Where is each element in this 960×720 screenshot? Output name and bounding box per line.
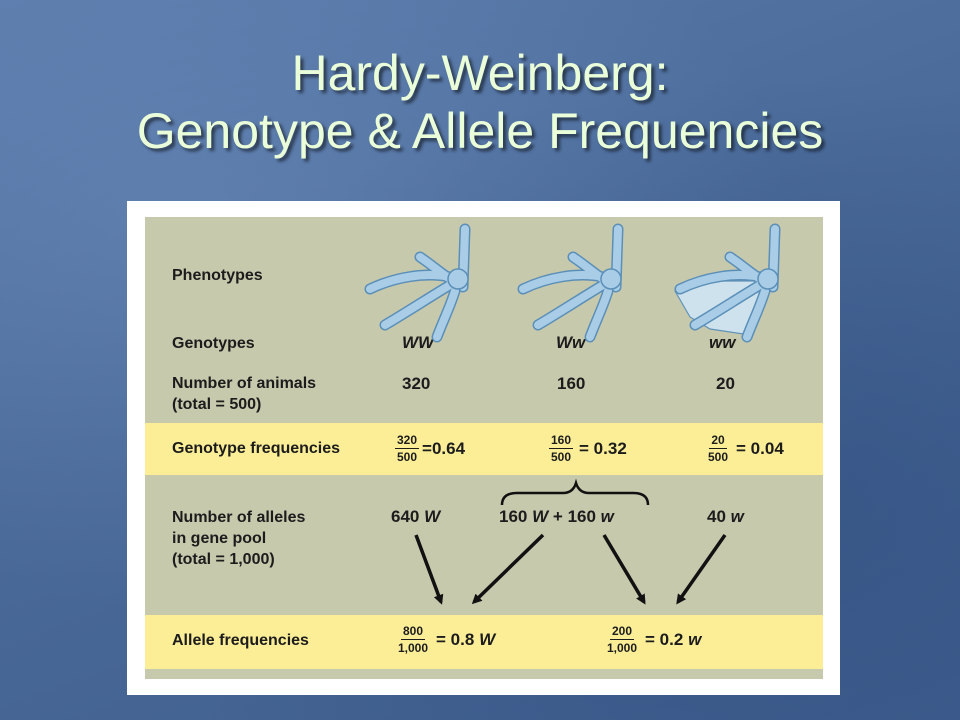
arrow-icon — [416, 535, 441, 602]
title-line-1: Hardy-Weinberg: — [291, 45, 669, 101]
slide-title — [0, 44, 960, 160]
arrow-icon — [678, 535, 725, 602]
foot-ww-icon — [370, 229, 468, 337]
animals-ww: 20 — [716, 374, 735, 393]
brace-icon — [502, 483, 648, 505]
arrow-icon — [604, 535, 644, 602]
title-line-2: Genotype & Allele Frequencies — [136, 103, 824, 159]
genotype-frequency-WW: $\frac{320}{500}$ =0.64 — [397, 433, 466, 464]
genotype-frequency-ww: $\frac{20}{500}$ = 0.04 — [708, 433, 784, 464]
allele-frequencies-label: Allele frequencies — [172, 632, 309, 649]
arrow-icon — [474, 535, 543, 602]
figure-drawings — [145, 217, 823, 679]
animals-Ww: 160 — [557, 374, 586, 393]
alleles-label: Number of alleles in gene pool (total = 1,000) — [172, 509, 306, 568]
genotype-ww: ww — [709, 333, 736, 352]
allele-frequency-W: $\frac{800}{1,000}$ = 0.8 W — [398, 624, 496, 655]
animals-WW: 320 — [402, 374, 431, 393]
genotype-frequencies-label: Genotype frequencies — [172, 440, 341, 457]
hardy-weinberg-figure — [127, 201, 840, 695]
arrows — [416, 535, 725, 602]
allele-frequency-w: $\frac{200}{1,000}$ = 0.2 w — [607, 624, 702, 655]
genotype-WW: WW — [402, 333, 435, 352]
figure-panel — [145, 217, 823, 679]
phenotypes-label: Phenotypes — [172, 267, 263, 284]
animals-label: Number of animals (total = 500) — [172, 375, 317, 413]
alleles-from-Ww: 160 W + 160 w — [499, 507, 614, 526]
alleles-from-WW: 640 W — [391, 507, 441, 526]
alleles-from-ww: 40 w — [707, 507, 744, 526]
genotypes-label: Genotypes — [172, 335, 255, 352]
foot-ww-webbed-icon — [675, 229, 778, 337]
genotype-Ww: Ww — [556, 333, 586, 352]
foot-Ww-icon — [523, 229, 621, 337]
genotype-frequency-Ww: $\frac{160}{500}$ = 0.32 — [551, 433, 627, 464]
